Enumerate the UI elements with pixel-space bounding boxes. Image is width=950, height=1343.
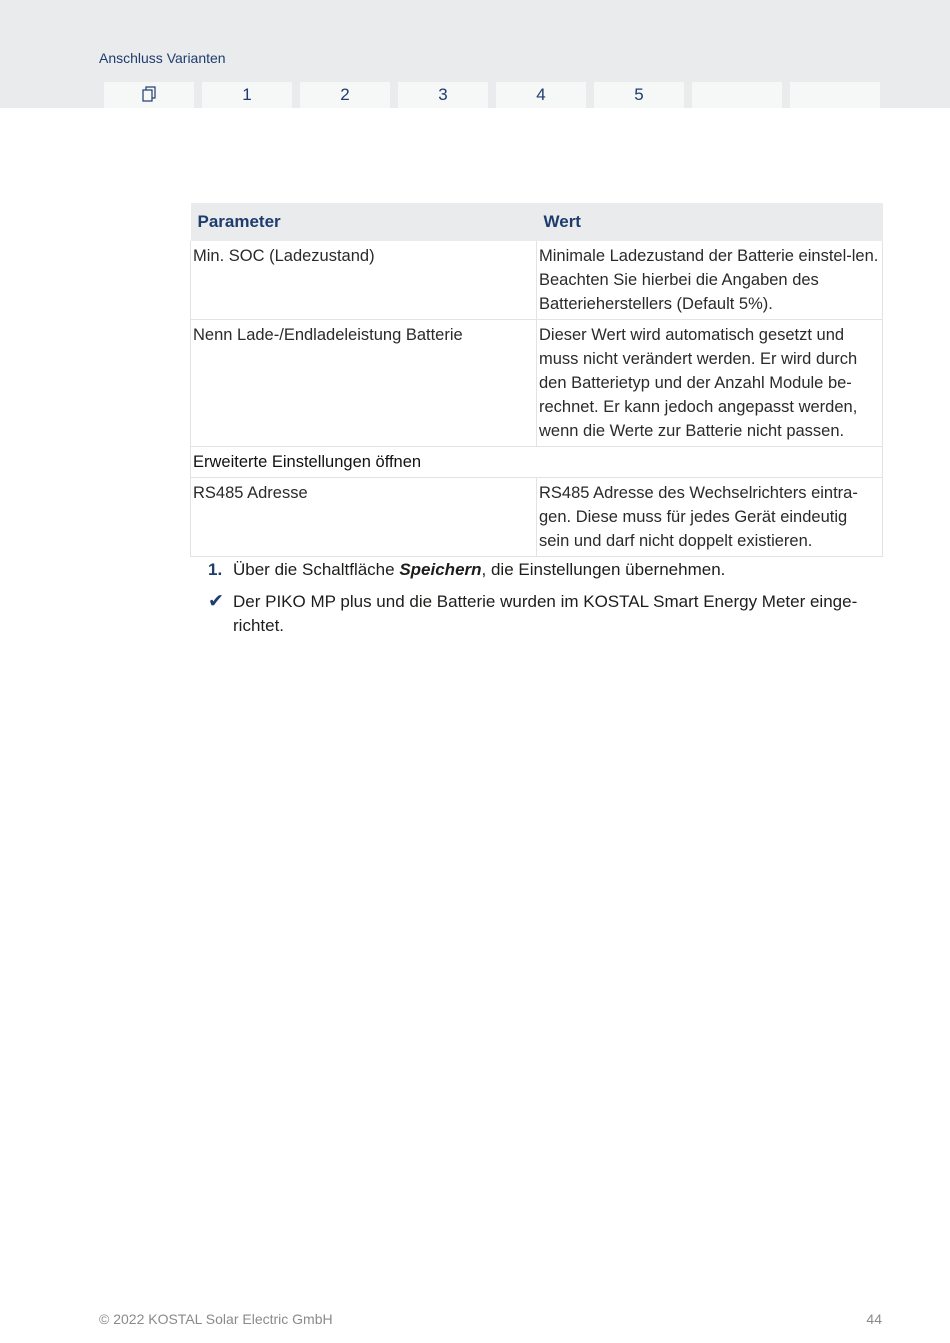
table-row (191, 320, 883, 447)
document-copy-icon (142, 84, 156, 100)
table-row (191, 447, 883, 478)
tab-contents[interactable] (104, 82, 194, 108)
table-row (191, 478, 883, 557)
step-text (233, 558, 725, 582)
parameter-table (190, 203, 883, 557)
tab-5[interactable]: 5 (594, 82, 684, 108)
step-emphasis: Speichern (399, 560, 482, 579)
tab-2[interactable]: 2 (300, 82, 390, 108)
table-cell-parameter: Nenn Lade-/Endladeleistung Batterie (191, 320, 537, 447)
tab-1[interactable]: 1 (202, 82, 292, 108)
table-cell-value: Minimale Ladezustand der Batterie einstel-len. Beachten Sie hierbei die Angaben des Batterieherstellers (Default 5%). (537, 241, 883, 320)
table-header-row (191, 203, 883, 241)
tab-6[interactable] (692, 82, 782, 108)
tab-3[interactable]: 3 (398, 82, 488, 108)
column-header-parameter: Parameter (191, 203, 537, 241)
table-cell-value: Dieser Wert wird automatisch gesetzt und muss nicht verändert werden. Er wird durch den Batterietyp und der Anzahl Module be-rechnet. Er kann jedoch angepasst werden, wenn die Werte zur Batterie nicht passen. (537, 320, 883, 447)
result-text: Der PIKO MP plus und die Batterie wurden im KOSTAL Smart Energy Meter einge-richtet. (233, 592, 858, 635)
page-number: 44 (866, 1311, 882, 1327)
table-row (191, 241, 883, 320)
section-title: Anschluss Varianten (99, 50, 226, 66)
step-text-after: , die Einstellungen übernehmen. (481, 560, 726, 579)
checkmark-icon: ✔ (208, 591, 224, 612)
tab-4[interactable]: 4 (496, 82, 586, 108)
step-text-before: Über die Schaltfläche (233, 560, 400, 579)
tab-7[interactable] (790, 82, 880, 108)
table-cell-section: Erweiterte Einstellungen öffnen (191, 447, 883, 478)
column-header-wert: Wert (537, 203, 883, 241)
step-number: 1. (208, 560, 223, 579)
chapter-tabs (104, 82, 880, 108)
table-cell-parameter: Min. SOC (Ladezustand) (191, 241, 537, 320)
footer-copyright: © 2022 KOSTAL Solar Electric GmbH (99, 1311, 333, 1327)
result-line (208, 590, 868, 638)
table-cell-value: RS485 Adresse des Wechselrichters eintra-gen. Diese muss für jedes Gerät eindeutig sein und darf nicht doppelt existieren. (537, 478, 883, 557)
instruction-step (208, 558, 725, 582)
table-cell-parameter: RS485 Adresse (191, 478, 537, 557)
